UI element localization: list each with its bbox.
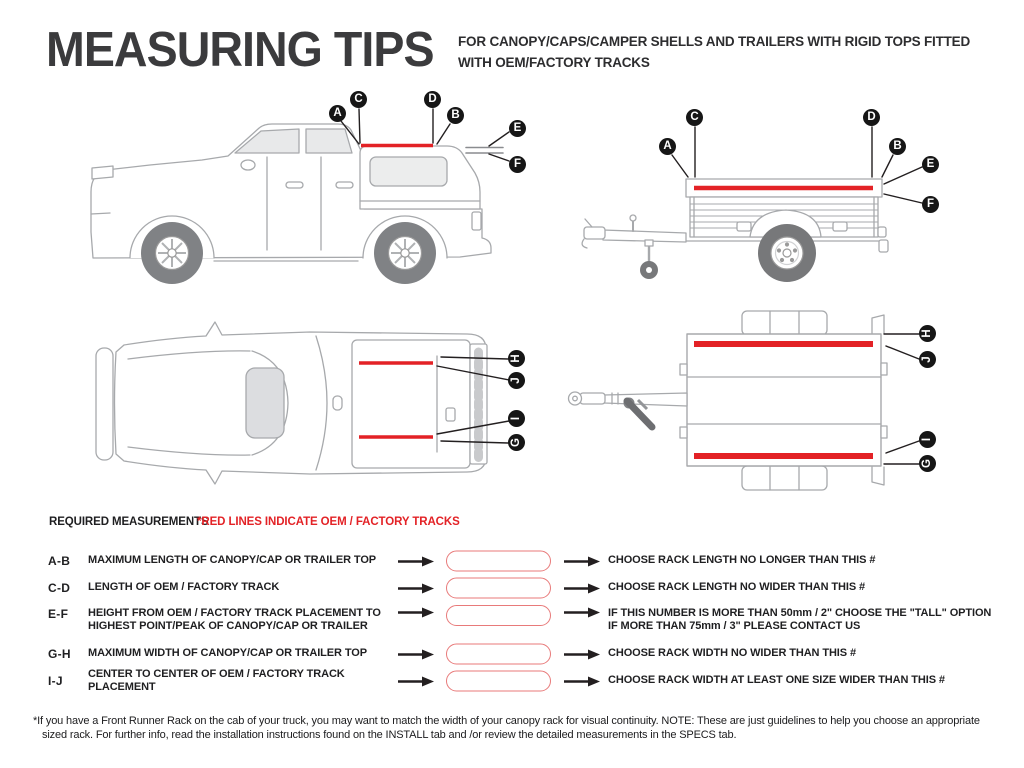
measurement-guide: IF THIS NUMBER IS MORE THAN 50mm / 2" CHOOSE THE "TALL" OPTION bbox=[608, 606, 992, 619]
measurement-desc: CENTER TO CENTER OF OEM / FACTORY TRACK PLACEMENT bbox=[88, 667, 345, 693]
footnote-line1: *If you have a Front Runner Rack on the cab of your truck, you may want to match the width of your canopy rack for visual continuity. NOTE: These are just guidelines to help you choose an appropriate bbox=[33, 715, 980, 727]
measurement-desc: LENGTH OF OEM / FACTORY TRACK bbox=[88, 581, 280, 594]
measurement-desc: MAXIMUM LENGTH OF CANOPY/CAP OR TRAILER TOP bbox=[88, 554, 377, 567]
measurement-id: G-H bbox=[48, 647, 71, 661]
measurement-guide: CHOOSE RACK WIDTH NO WIDER THAN THIS # bbox=[608, 647, 856, 660]
marker-f: F bbox=[509, 156, 526, 173]
measurement-guide: CHOOSE RACK LENGTH NO LONGER THAN THIS # bbox=[608, 554, 876, 567]
measurement-id: E-F bbox=[48, 607, 69, 621]
marker-i: I bbox=[508, 410, 525, 427]
measurement-id: I-J bbox=[48, 674, 63, 688]
measurement-input-blank bbox=[446, 578, 551, 599]
measurement-guide: CHOOSE RACK LENGTH NO WIDER THAN THIS # bbox=[608, 581, 866, 594]
measurement-input-blank bbox=[446, 605, 551, 626]
measurement-guide: CHOOSE RACK WIDTH AT LEAST ONE SIZE WIDER THAN THIS # bbox=[608, 674, 945, 687]
measurement-row-ab bbox=[0, 550, 1024, 572]
measurement-id: A-B bbox=[48, 554, 71, 568]
trailer-top-view-drawing bbox=[569, 311, 888, 490]
red-lines-note: *RED LINES INDICATE OEM / FACTORY TRACKS bbox=[197, 516, 460, 528]
arrow-right-icon bbox=[398, 556, 434, 567]
measurement-desc: MAXIMUM WIDTH OF CANOPY/CAP OR TRAILER TOP bbox=[88, 647, 367, 660]
marker-b: B bbox=[889, 138, 906, 155]
measurement-input-blank bbox=[446, 551, 551, 572]
subtitle-line1: FOR CANOPY/CAPS/CAMPER SHELLS AND TRAILERS WITH RIGID TOPS FITTED bbox=[458, 34, 971, 49]
subtitle-line2: WITH OEM/FACTORY TRACKS bbox=[458, 55, 650, 70]
arrow-right-icon bbox=[564, 649, 600, 660]
marker-c: C bbox=[686, 109, 703, 126]
marker-i: I bbox=[919, 431, 936, 448]
arrow-right-icon bbox=[564, 583, 600, 594]
measurement-row-ij bbox=[0, 667, 1024, 693]
measurement-input-blank bbox=[446, 644, 551, 665]
marker-e: E bbox=[922, 156, 939, 173]
measurement-row-gh bbox=[0, 643, 1024, 665]
arrow-right-icon bbox=[564, 607, 600, 618]
marker-f: F bbox=[922, 196, 939, 213]
measurement-input-blank bbox=[446, 671, 551, 692]
measurement-guide-line2: IF MORE THAN 75mm / 3" PLEASE CONTACT US bbox=[608, 620, 861, 632]
arrow-right-icon bbox=[398, 649, 434, 660]
truck-top-view-drawing bbox=[96, 322, 487, 484]
marker-d: D bbox=[424, 91, 441, 108]
marker-h: H bbox=[508, 350, 525, 367]
measurement-desc: HEIGHT FROM OEM / FACTORY TRACK PLACEMENT TO bbox=[88, 606, 381, 619]
marker-b: B bbox=[447, 107, 464, 124]
marker-j: J bbox=[508, 372, 525, 389]
marker-g: G bbox=[508, 434, 525, 451]
marker-a: A bbox=[329, 105, 346, 122]
measurement-row-ef bbox=[0, 604, 1024, 636]
arrow-right-icon bbox=[398, 583, 434, 594]
footnote-line2: sized rack. For further info, read the installation instructions found on the INSTALL tab and /or review the detailed measurements in the SPECS tab. bbox=[42, 729, 737, 741]
arrow-right-icon bbox=[398, 607, 434, 618]
required-measurements-heading: REQUIRED MEASUREMENTS bbox=[49, 516, 209, 528]
page-title: MEASURING TIPS bbox=[46, 23, 434, 77]
arrow-right-icon bbox=[398, 676, 434, 687]
measurement-row-cd bbox=[0, 577, 1024, 599]
measurement-id: C-D bbox=[48, 581, 71, 595]
measurement-desc-line2: HIGHEST POINT/PEAK OF CANOPY/CAP OR TRAILER bbox=[88, 620, 368, 632]
marker-g: G bbox=[919, 455, 936, 472]
arrow-right-icon bbox=[564, 676, 600, 687]
marker-d: D bbox=[863, 109, 880, 126]
trailer-side-view-drawing bbox=[582, 179, 888, 262]
arrow-right-icon bbox=[564, 556, 600, 567]
marker-j: J bbox=[919, 351, 936, 368]
marker-e: E bbox=[509, 120, 526, 137]
marker-a: A bbox=[659, 138, 676, 155]
marker-c: C bbox=[350, 91, 367, 108]
marker-h: H bbox=[919, 325, 936, 342]
